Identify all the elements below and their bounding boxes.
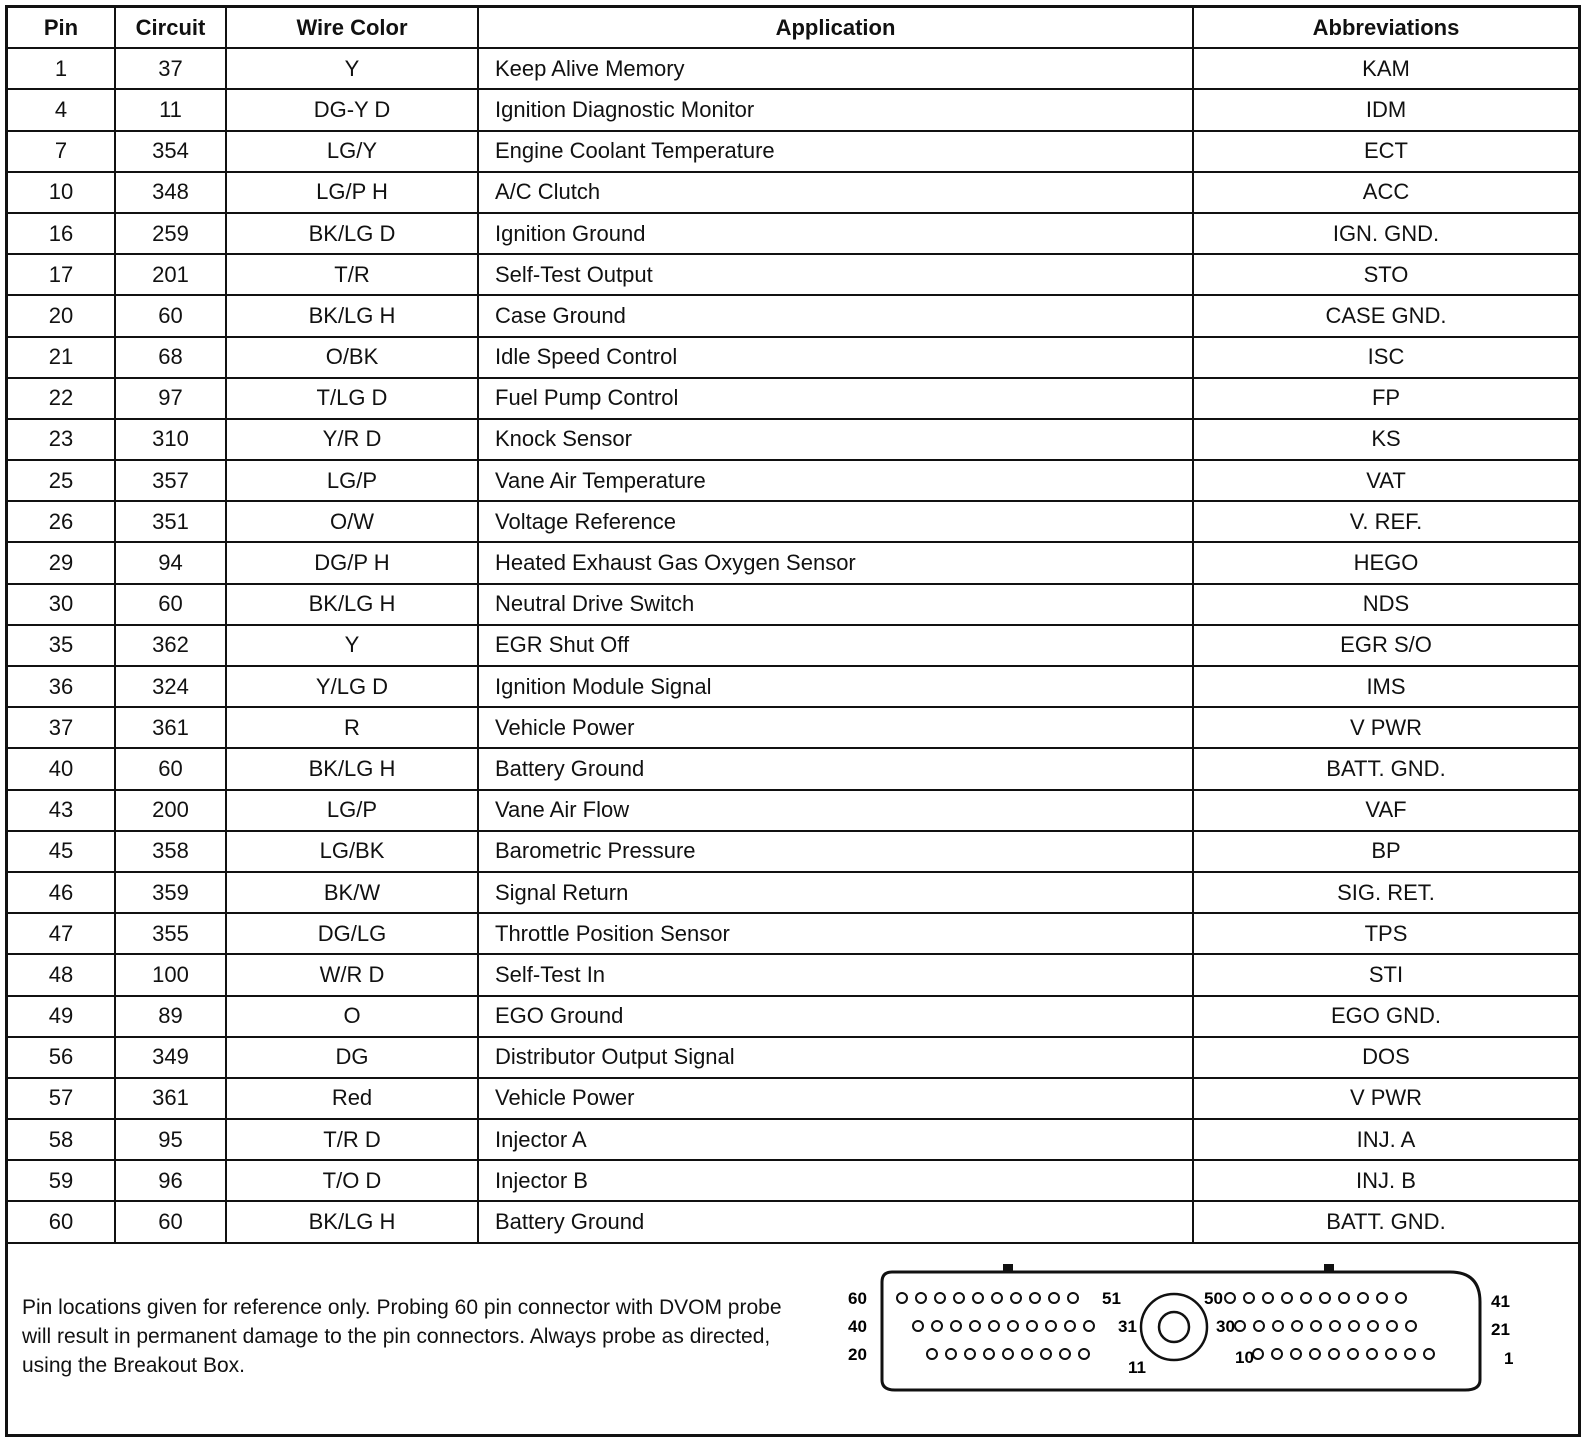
connector-pin-hole [1301,1293,1311,1303]
application-cell: Barometric Pressure [478,831,1193,872]
table-row [8,707,1578,748]
circuit-cell: 11 [115,89,226,130]
connector-pin-hole [1396,1293,1406,1303]
abbreviation-cell: TPS [1193,913,1578,954]
application-cell: EGR Shut Off [478,625,1193,666]
connector-pin-hole [970,1321,980,1331]
table-row [8,1119,1578,1160]
pin-cell: 58 [8,1119,115,1160]
wire-color-cell: Red [226,1078,478,1119]
connector-pin-hole [935,1293,945,1303]
table-row [8,1037,1578,1078]
application-cell: EGO Ground [478,996,1193,1037]
abbreviation-cell: BATT. GND. [1193,748,1578,789]
connector-pin-hole [984,1349,994,1359]
connector-pin-hole [946,1349,956,1359]
circuit-cell: 354 [115,131,226,172]
connector-label-41: 41 [1491,1292,1510,1311]
connector-pin-hole [1310,1349,1320,1359]
abbreviation-cell: CASE GND. [1193,295,1578,336]
connector-label-10: 10 [1235,1348,1254,1367]
connector-pin-hole [1339,1293,1349,1303]
table-body [8,48,1578,1242]
wire-color-cell: T/LG D [226,378,478,419]
connector-pin-hole [1424,1349,1434,1359]
application-cell: Neutral Drive Switch [478,584,1193,625]
table-row [8,1160,1578,1201]
circuit-cell: 68 [115,337,226,378]
application-cell: Vehicle Power [478,707,1193,748]
abbreviation-cell: V PWR [1193,707,1578,748]
connector-pin-hole [1060,1349,1070,1359]
connector-pin-hole [1406,1321,1416,1331]
wire-color-cell: LG/Y [226,131,478,172]
connector-pin-hole [1253,1349,1263,1359]
wire-color-cell: LG/P [226,790,478,831]
circuit-cell: 60 [115,748,226,789]
application-cell: Heated Exhaust Gas Oxygen Sensor [478,542,1193,583]
pinout-table [8,8,1578,1244]
pin-cell: 36 [8,666,115,707]
wire-color-cell: O/BK [226,337,478,378]
connector-pin-hole [1030,1293,1040,1303]
wire-color-cell: BK/LG H [226,748,478,789]
pin-cell: 23 [8,419,115,460]
pin-cell: 29 [8,542,115,583]
abbreviation-cell: VAF [1193,790,1578,831]
application-cell: Vane Air Flow [478,790,1193,831]
pin-cell: 1 [8,48,115,89]
connector-pin-hole [1386,1349,1396,1359]
abbreviation-cell: IDM [1193,89,1578,130]
pin-cell: 4 [8,89,115,130]
header-wire-color: Wire Color [226,8,478,48]
circuit-cell: 310 [115,419,226,460]
abbreviation-cell: ECT [1193,131,1578,172]
connector-pin-hole [1358,1293,1368,1303]
abbreviation-cell: KAM [1193,48,1578,89]
application-cell: Vane Air Temperature [478,460,1193,501]
pin-cell: 10 [8,172,115,213]
connector-label-51: 51 [1102,1289,1121,1308]
connector-label-30: 30 [1216,1317,1235,1336]
table-row [8,295,1578,336]
table-row [8,913,1578,954]
connector-pin-hole [1273,1321,1283,1331]
abbreviation-cell: VAT [1193,460,1578,501]
abbreviation-cell: BP [1193,831,1578,872]
connector-diagram [840,1252,1540,1402]
connector-pin-hole [1008,1321,1018,1331]
connector-pin-hole [1349,1321,1359,1331]
connector-pin-hole [1046,1321,1056,1331]
abbreviation-cell: ACC [1193,172,1578,213]
connector-pin-hole [989,1321,999,1331]
pin-cell: 35 [8,625,115,666]
connector-pin-hole [1329,1349,1339,1359]
application-cell: Battery Ground [478,1201,1193,1242]
wire-color-cell: Y/R D [226,419,478,460]
pin-cell: 40 [8,748,115,789]
connector-label-11: 11 [1128,1358,1146,1377]
connector-pin-hole [1235,1321,1245,1331]
connector-pin-hole [973,1293,983,1303]
abbreviation-cell: BATT. GND. [1193,1201,1578,1242]
circuit-cell: 95 [115,1119,226,1160]
circuit-cell: 201 [115,254,226,295]
table-row [8,501,1578,542]
wire-color-cell: LG/P [226,460,478,501]
pin-cell: 22 [8,378,115,419]
connector-pin-hole [1311,1321,1321,1331]
connector-pin-hole [965,1349,975,1359]
connector-pin-hole [1263,1293,1273,1303]
circuit-cell: 200 [115,790,226,831]
application-cell: Voltage Reference [478,501,1193,542]
connector-pin-hole [1254,1321,1264,1331]
wire-color-cell: R [226,707,478,748]
connector-pin-hole [1387,1321,1397,1331]
application-cell: Ignition Module Signal [478,666,1193,707]
abbreviation-cell: DOS [1193,1037,1578,1078]
application-cell: Signal Return [478,872,1193,913]
connector-pin-hole [897,1293,907,1303]
wire-color-cell: DG/P H [226,542,478,583]
connector-pin-hole [1272,1349,1282,1359]
table-row [8,48,1578,89]
connector-pin-hole [1405,1349,1415,1359]
circuit-cell: 349 [115,1037,226,1078]
wire-color-cell: DG/LG [226,913,478,954]
application-cell: A/C Clutch [478,172,1193,213]
circuit-cell: 324 [115,666,226,707]
wire-color-cell: LG/BK [226,831,478,872]
header-pin: Pin [8,8,115,48]
abbreviation-cell: NDS [1193,584,1578,625]
application-cell: Vehicle Power [478,1078,1193,1119]
abbreviation-cell: INJ. B [1193,1160,1578,1201]
circuit-cell: 358 [115,831,226,872]
connector-label-60: 60 [848,1289,867,1308]
note-line: using the Breakout Box. [22,1354,245,1377]
abbreviation-cell: STO [1193,254,1578,295]
application-cell: Knock Sensor [478,419,1193,460]
table-row [8,419,1578,460]
connector-pin-holes [897,1293,1434,1359]
table-row [8,625,1578,666]
connector-label-21: 21 [1491,1320,1510,1339]
connector-pin-hole [1065,1321,1075,1331]
table-row [8,172,1578,213]
circuit-cell: 259 [115,213,226,254]
circuit-cell: 355 [115,913,226,954]
note-line: will result in permanent damage to the pin connectors. Always probe as directed, [22,1325,771,1348]
pin-cell: 17 [8,254,115,295]
wire-color-cell: O/W [226,501,478,542]
pin-cell: 59 [8,1160,115,1201]
connector-pin-hole [1084,1321,1094,1331]
connector-pin-hole [1041,1349,1051,1359]
table-row [8,131,1578,172]
table-row [8,872,1578,913]
application-cell: Distributor Output Signal [478,1037,1193,1078]
application-cell: Engine Coolant Temperature [478,131,1193,172]
connector-pin-hole [951,1321,961,1331]
table-row [8,996,1578,1037]
wire-color-cell: T/R [226,254,478,295]
circuit-cell: 37 [115,48,226,89]
circuit-cell: 60 [115,584,226,625]
pin-cell: 16 [8,213,115,254]
connector-pin-hole [1011,1293,1021,1303]
connector-key-left [1003,1264,1013,1272]
circuit-cell: 100 [115,954,226,995]
circuit-cell: 89 [115,996,226,1037]
connector-pin-hole [1330,1321,1340,1331]
pin-cell: 26 [8,501,115,542]
header-circuit: Circuit [115,8,226,48]
connector-label-50: 50 [1204,1289,1223,1308]
table-row [8,666,1578,707]
circuit-cell: 60 [115,1201,226,1242]
application-cell: Keep Alive Memory [478,48,1193,89]
abbreviation-cell: INJ. A [1193,1119,1578,1160]
application-cell: Injector A [478,1119,1193,1160]
connector-pin-hole [1068,1293,1078,1303]
connector-label-40: 40 [848,1317,867,1336]
abbreviation-cell: V PWR [1193,1078,1578,1119]
table-row [8,542,1578,583]
wire-color-cell: W/R D [226,954,478,995]
pin-cell: 45 [8,831,115,872]
circuit-cell: 361 [115,707,226,748]
connector-pin-hole [1003,1349,1013,1359]
wire-color-cell: Y [226,48,478,89]
connector-label-20: 20 [848,1345,867,1364]
connector-pin-hole [1292,1321,1302,1331]
connector-pin-hole [1348,1349,1358,1359]
connector-pin-hole [1368,1321,1378,1331]
pin-cell: 57 [8,1078,115,1119]
connector-pin-hole [932,1321,942,1331]
wire-color-cell: T/R D [226,1119,478,1160]
circuit-cell: 361 [115,1078,226,1119]
connector-pin-hole [1320,1293,1330,1303]
connector-label-1: 1 [1504,1349,1514,1368]
wire-color-cell: DG [226,1037,478,1078]
table-row [8,831,1578,872]
note-line: Pin locations given for reference only. Probing 60 pin connector with DVOM probe [22,1296,782,1319]
header-abbreviations: Abbreviations [1193,8,1578,48]
application-cell: Ignition Diagnostic Monitor [478,89,1193,130]
application-cell: Idle Speed Control [478,337,1193,378]
table-row [8,337,1578,378]
abbreviation-cell: IMS [1193,666,1578,707]
pin-cell: 37 [8,707,115,748]
circuit-cell: 96 [115,1160,226,1201]
table-row [8,584,1578,625]
connector-pin-hole [927,1349,937,1359]
table-row [8,378,1578,419]
wire-color-cell: T/O D [226,1160,478,1201]
circuit-cell: 362 [115,625,226,666]
abbreviation-cell: EGO GND. [1193,996,1578,1037]
pinout-sheet [5,5,1581,1437]
connector-pin-hole [1027,1321,1037,1331]
application-cell: Injector B [478,1160,1193,1201]
pin-cell: 49 [8,996,115,1037]
pin-cell: 48 [8,954,115,995]
abbreviation-cell: SIG. RET. [1193,872,1578,913]
pin-cell: 43 [8,790,115,831]
abbreviation-cell: IGN. GND. [1193,213,1578,254]
table-row [8,1078,1578,1119]
wire-color-cell: DG-Y D [226,89,478,130]
connector-label-31: 31 [1118,1317,1137,1336]
circuit-cell: 94 [115,542,226,583]
connector-pin-hole [1244,1293,1254,1303]
application-cell: Ignition Ground [478,213,1193,254]
pin-cell: 25 [8,460,115,501]
application-cell: Case Ground [478,295,1193,336]
circuit-cell: 60 [115,295,226,336]
warning-note [22,1293,842,1380]
application-cell: Battery Ground [478,748,1193,789]
connector-pin-hole [1367,1349,1377,1359]
connector-pin-hole [1377,1293,1387,1303]
wire-color-cell: BK/LG H [226,584,478,625]
connector-pin-hole [1049,1293,1059,1303]
wire-color-cell: O [226,996,478,1037]
application-cell: Throttle Position Sensor [478,913,1193,954]
circuit-cell: 97 [115,378,226,419]
abbreviation-cell: KS [1193,419,1578,460]
abbreviation-cell: FP [1193,378,1578,419]
wire-color-cell: BK/W [226,872,478,913]
circuit-cell: 357 [115,460,226,501]
table-row [8,254,1578,295]
connector-pin-hole [1225,1293,1235,1303]
pin-cell: 7 [8,131,115,172]
application-cell: Self-Test Output [478,254,1193,295]
circuit-cell: 351 [115,501,226,542]
circuit-cell: 359 [115,872,226,913]
connector-pin-hole [913,1321,923,1331]
application-cell: Fuel Pump Control [478,378,1193,419]
pin-cell: 46 [8,872,115,913]
table-row [8,89,1578,130]
table-header-row [8,8,1578,48]
connector-pin-hole [992,1293,1002,1303]
pin-cell: 30 [8,584,115,625]
pin-cell: 56 [8,1037,115,1078]
connector-pin-hole [1291,1349,1301,1359]
connector-pin-hole [916,1293,926,1303]
pin-cell: 21 [8,337,115,378]
connector-center-bolt-outer [1141,1294,1207,1360]
pin-cell: 20 [8,295,115,336]
circuit-cell: 348 [115,172,226,213]
connector-center-bolt-inner [1159,1312,1189,1342]
wire-color-cell: Y [226,625,478,666]
wire-color-cell: Y/LG D [226,666,478,707]
table-row [8,954,1578,995]
wire-color-cell: LG/P H [226,172,478,213]
abbreviation-cell: STI [1193,954,1578,995]
header-application: Application [478,8,1193,48]
table-row [8,460,1578,501]
wire-color-cell: BK/LG D [226,213,478,254]
wire-color-cell: BK/LG H [226,1201,478,1242]
table-row [8,1201,1578,1242]
table-row [8,790,1578,831]
connector-pin-hole [1282,1293,1292,1303]
wire-color-cell: BK/LG H [226,295,478,336]
connector-key-right [1324,1264,1334,1272]
connector-pin-hole [1079,1349,1089,1359]
abbreviation-cell: ISC [1193,337,1578,378]
pin-cell: 60 [8,1201,115,1242]
application-cell: Self-Test In [478,954,1193,995]
abbreviation-cell: EGR S/O [1193,625,1578,666]
abbreviation-cell: V. REF. [1193,501,1578,542]
connector-pin-hole [954,1293,964,1303]
table-row [8,213,1578,254]
table-row [8,748,1578,789]
connector-pin-hole [1022,1349,1032,1359]
abbreviation-cell: HEGO [1193,542,1578,583]
pin-cell: 47 [8,913,115,954]
